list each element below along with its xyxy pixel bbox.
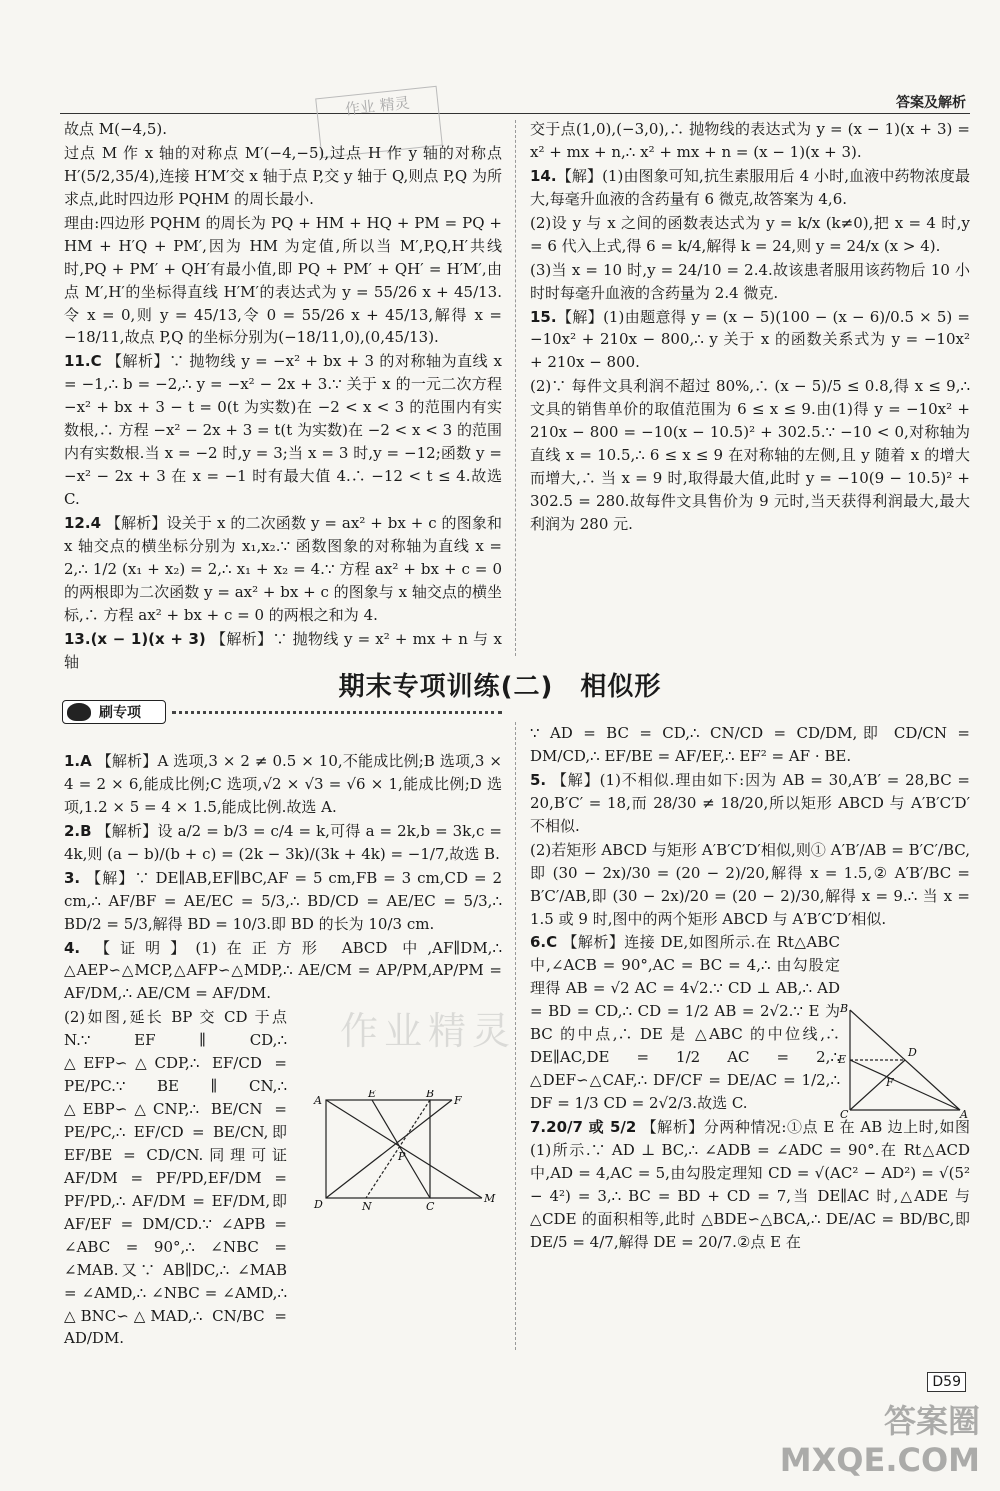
- answer-item: (2)设 y 与 x 之间的函数表达式为 y = k/x (k≠0),把 x = 4 时,y = 6 代入上式,得 6 = k/4,解得 k = 24,则 y = 24/x (x > 4).: [530, 213, 970, 255]
- column-divider-top: [515, 120, 516, 656]
- section-tag: [62, 700, 166, 724]
- answer-item: (2)如图,延长 BP 交 CD 于点 N.∵ EF ∥ CD,∴ △EFP∽△CDP,∴ EF/CD = PE/PC.∵ BE ∥ CN,∴ △EBP∽△CNP,∴ BE/CN = PE/PC,∴ EF/CD = BE/CN,即 EF/BE = CD/CN.同理可证 AF/DM = PF/PD,EF/DM = PF/PD,∴ AF/DM = EF/DM,即 AF/EF = DM/CD.∵ ∠APB = ∠ABC = 90°,∴ ∠NBC = ∠MAB.又∵ AB∥DC,∴ ∠MAB = ∠AMD,∴ ∠NBC = ∠AMD,∴ △BNC∽△MAD,∴ CN/BC = AD/DM.: [64, 1008, 287, 1348]
- answer-item: (2)若矩形 ABCD 与矩形 A′B′C′D′相似,则① A′B′/AB = B′C′/BC,即 (30 − 2x)/30 = (20 − 2)/20,解得 x = 1.5,② A′B′/BC = B′C′/AB,即 (30 − 2x)/20 = (20 − 2)/30,解得 x = 9.∴ 当 x = 1.5 或 9 时,图中的两个矩形 ABCD 与 A′B′C′D′相似.: [530, 840, 970, 928]
- header-rule: [60, 113, 970, 114]
- answer-item: (3)当 x = 10 时,y = 24/10 = 2.4.故该患者服用该药物后 10 小时时每毫升血液的含药量为 2.4 微克.: [530, 260, 970, 302]
- label-a: A: [314, 1094, 322, 1107]
- header-label: 答案及解析: [896, 95, 966, 111]
- section-title: 期末专项训练(二) 相似形: [338, 672, 662, 702]
- label-c: C: [426, 1200, 435, 1212]
- answer-item: 1.A 【解析】A 选项,3 × 2 ≠ 0.5 × 10,不能成比例;B 选项,3 × 4 = 2 × 6,能成比例;C 选项,√2 × √3 = √6 × 1,能成比例;D 选项,1.2 × 5 = 4 × 1.5,能成比例.故选 A.: [64, 752, 502, 816]
- section-tag-label: 刷专项: [99, 705, 141, 721]
- answer-item: ∵ AD = BC = CD,∴ CN/CD = CD/DM,即 CD/CN = DM/CD,∴ EF/BE = AF/EF,∴ EF² = AF · BE.: [530, 724, 970, 765]
- paragraph: 过点 M 作 x 轴的对称点 M′(−4,−5),过点 H 作 y 轴的对称点 H′(5/2,35/4),连接 H′M′交 x 轴于点 P,交 y 轴于 Q,则点 P,Q 为所求点,此时四边形 PQHM 的周长最小.: [64, 143, 502, 208]
- label-m: M: [484, 1192, 496, 1205]
- label-p: P: [398, 1150, 406, 1163]
- label-c: C: [840, 1108, 849, 1121]
- answer-item: 3. 【解】∵ DE∥AB,EF∥BC,AF = 5 cm,FB = 3 cm,CD = 2 cm,∴ AF/BF = AE/EC = 5/3,∴ BD/CD = AE/EC = 5/3,∴ BD/2 = 5/3,解得 BD = 10/3.即 BD 的长为 10/3 cm.: [64, 868, 502, 933]
- answer-item: 6.C 【解析】连接 DE,如图所示.在 Rt△ABC 中,∠ACB = 90°,AC = BC = 4,∴ 由勾股定理得 AB = √2 AC = 4√2.∵ CD ⊥ AB,∴ AD = BD = CD,∴ CD = 1/2 AB = 2√2.∵ E 为 BC 的中点,∴ DE 是 △ABC 的中位线,∴ DE∥AC,DE = 1/2 AC = 2,∴ △DEF∽△CAF,∴ DF/CF = DE/AC = 1/2,∴ DF = 1/3 CD = 2√2/3.故选 C.: [530, 933, 840, 1112]
- watermark-text: 作业精灵: [340, 1009, 517, 1053]
- label-n: N: [362, 1200, 372, 1212]
- label-a: A: [960, 1108, 968, 1121]
- site-watermark-logo: 答案圈: [883, 1402, 980, 1441]
- label-f: F: [886, 1076, 894, 1089]
- dotted-rule: [172, 711, 502, 714]
- answer-item: (2)∵ 每件文具利润不超过 80%,∴ (x − 5)/5 ≤ 0.8,得 x ≤ 9,∴ 文具的销售单价的取值范围为 6 ≤ x ≤ 9.由(1)得 y = −10x² + 210x − 800 = −10(x − 10.5)² + 302.5.∵ −10 < 0,对称轴为直线 x = 10.5,∴ 6 ≤ x ≤ 9 在对称轴的左侧,且 y 随着 x 的增大而增大,∴ 当 x = 9 时,取得最大值,此时 y = −10(9 − 10.5)² + 302.5 = 280.故每件文具售价为 9 元时,当天获得利润最大,最大利润为 280 元.: [530, 377, 970, 533]
- label-d: D: [908, 1046, 917, 1059]
- label-b: B: [840, 1002, 849, 1015]
- answer-item: 5. 【解】(1)不相似.理由如下:因为 AB = 30,A′B′ = 28,BC = 20,B′C′ = 18,而 28/30 ≠ 18/20,所以矩形 ABCD 与 A′B′C′D′不相似.: [530, 770, 970, 835]
- right-column-bottom: [530, 722, 970, 1255]
- answer-item: 11.C 【解析】∵ 抛物线 y = −x² + bx + 3 的对称轴为直线 x = −1,∴ b = −2,∴ y = −x² − 2x + 3.∵ 关于 x 的一元二次方程 −x² + bx + 3 − t = 0(t 为实数)在 −2 < x < 3 的范围内有实数根,∴ 方程 −x² − 2x + 3 = t(t 为实数)在 −2 < x < 3 的范围内有实数根.当 x = −2 时,y = 3;当 x = 3 时,y = −12;函数 y = −x² − 2x + 3 在 x = −1 时有最大值 4.∴ −12 < t ≤ 4.故选 C.: [64, 352, 502, 508]
- answer-item: 15.【解】(1)由题意得 y = (x − 5)(100 − (x − 6)/0.5 × 5) = −10x² + 210x − 800,∴ y 关于 x 的函数关系式为 y = −10x² + 210x − 800.: [530, 307, 970, 372]
- label-e: E: [368, 1090, 377, 1100]
- answer-item: 2.B 【解析】设 a/2 = b/3 = c/4 = k,可得 a = 2k,b = 3k,c = 4k,则 (a − b)/(b + c) = (2k − 3k)/(3k + 4k) = −1/7,故选 B.: [64, 821, 502, 863]
- answer-item: 14.【解】(1)由图象可知,抗生素服用后 4 小时,血液中药物浓度最大,每毫升血液的含药量有 6 微克,故答案为 4,6.: [530, 166, 970, 208]
- paragraph: 故点 M(−4,5).: [64, 120, 168, 138]
- answer-item: 4. 【证明】(1)在正方形 ABCD 中,AF∥DM,∴ △AEP∽△MCP,△AFP∽△MDP,∴ AE/CM = AP/PM,AP/PM = AF/DM,∴ AE/CM = AF/DM.: [64, 938, 502, 1003]
- paragraph: 交于点(1,0),(−3,0),∴ 抛物线的表达式为 y = (x − 1)(x + 3) = x² + mx + n,∴ x² + mx + n = (x − 1)(x + 3).: [530, 120, 970, 161]
- label-f: F: [454, 1094, 462, 1107]
- watermark-stamp: 作业 精灵: [315, 86, 443, 158]
- answer-item: 7.20/7 或 5/2 【解析】分两种情况:①点 E 在 AB 边上时,如图(1)所示.∵ AD ⊥ BC,∴ ∠ADB = ∠ADC = 90°.在 Rt△ACD 中,AD = 4,AC = 5,由勾股定理知 CD = √(AC² − AD²) = √(5² − 4²) = 3,∴ BC = BD + CD = 7,当 DE∥AC 时,△ADE 与 △CDE 的面积相等,此时 △BDE∽△BCA,∴ DE/AC = BD/BC,即 DE/5 = 4/7,解得 DE = 20/7.②点 E 在: [530, 1117, 971, 1251]
- paragraph: 理由:四边形 PQHM 的周长为 PQ + HM + HQ + PM = PQ + HM + H′Q + PM′,因为 HM 为定值,所以当 M′,P,Q,H′共线时,PQ + PM′ + QH′有最小值,即 PQ + PM′ + QH′ = H′M′,由点 M′,H′的坐标得直线 H′M′的表达式为 y = 55/26 x + 45/13.令 x = 0,则 y = 45/13,令 0 = 55/26 x + 45/13,解得 x = −18/11,故点 P,Q 的坐标分别为(−18/11,0),(0,45/13).: [64, 213, 502, 347]
- right-column-top: [530, 118, 970, 537]
- square-figure: [312, 1090, 512, 1212]
- site-watermark-url: MXQE.COM: [779, 1440, 980, 1479]
- brush-icon: [67, 703, 91, 721]
- label-d: D: [314, 1198, 323, 1211]
- page-number: D59: [927, 1372, 966, 1392]
- label-b: B: [426, 1090, 435, 1100]
- left-column-top: [64, 118, 502, 675]
- answer-item: 13.(x − 1)(x + 3) 【解析】∵ 抛物线 y = x² + mx + n 与 x 轴: [64, 629, 502, 671]
- triangle-figure: [836, 1000, 970, 1122]
- answer-item: 12.4 【解析】设关于 x 的二次函数 y = ax² + bx + c 的图象和 x 轴交点的横坐标分别为 x₁,x₂.∵ 函数图象的对称轴为直线 x = 2,∴ 1/2 (x₁ + x₂) = 2,∴ x₁ + x₂ = 4.∵ 方程 ax² + bx + c = 0 的两根即为二次函数 y = ax² + bx + c 的图象与 x 轴交点的横坐标,∴ 方程 ax² + bx + c = 0 的两根之和为 4.: [64, 513, 502, 624]
- label-e: E: [838, 1053, 847, 1066]
- site-watermark: [780, 1402, 980, 1479]
